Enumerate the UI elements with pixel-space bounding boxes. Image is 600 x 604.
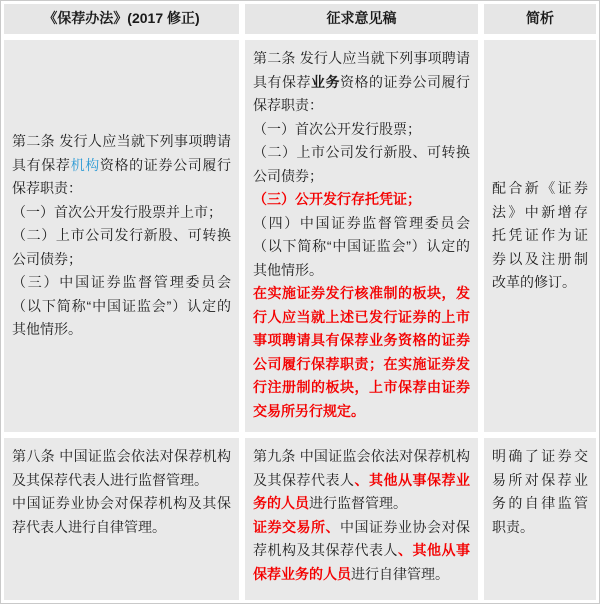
paragraph — [492, 177, 588, 295]
paragraph — [12, 224, 231, 271]
paragraph — [253, 118, 470, 142]
text-run: 明确了证券交易所对保荐业务的自律监管职责。 — [492, 448, 588, 535]
text-run: （一）首次公开发行股票； — [253, 120, 421, 137]
text-run: 进行监督管理。 — [309, 495, 407, 511]
cell-old-article-2 — [4, 40, 239, 432]
text-run: 中国证券业协会对保荐机构及其保荐代表人进行自律管理。 — [12, 495, 231, 535]
header-brief-analysis: 简析 — [484, 4, 596, 34]
highlight-blue-text: 机构 — [70, 156, 100, 173]
text-run: 第二条 发行人应当就下列事项聘请具有保荐 — [253, 50, 470, 90]
cell-draft-article-9 — [245, 438, 478, 600]
text-run: （二）上市公司发行新股、可转换公司债券； — [253, 144, 470, 184]
paragraph — [253, 445, 470, 516]
highlight-red-text: （三）公开发行存托凭证； — [253, 191, 421, 207]
paragraph — [253, 141, 470, 188]
text-run: 第九条 中国证监会依法对保荐机构及其保荐代表人 — [253, 448, 470, 488]
text-run: 资格的证券公司履行保荐职责： — [253, 73, 470, 113]
highlight-red-text: 证券交易所、 — [253, 518, 340, 535]
paragraph — [253, 516, 470, 587]
bold-text: 业务 — [311, 73, 340, 90]
highlight-red-text: 、其他从事保荐业务的人员 — [253, 471, 470, 511]
paragraph — [12, 130, 231, 201]
text-run: 资格的证券公司履行保荐职责： — [12, 156, 232, 197]
cell-old-article-8 — [4, 438, 239, 600]
cell-draft-article-2 — [245, 40, 478, 432]
text-run: （三）中国证券监督管理委员会（以下简称“中国证监会”）认定的其他情形。 — [12, 274, 231, 338]
header-old-regulation: 《保荐办法》(2017 修正) — [4, 4, 239, 34]
paragraph — [253, 212, 470, 283]
text-run: 配合新《证券法》中新增存托凭证作为证券以及注册制改革的修订。 — [492, 180, 588, 291]
paragraph — [12, 271, 231, 342]
text-run: （四）中国证券监督管理委员会（以下简称“中国证监会”）认定的其他情形。 — [253, 214, 470, 278]
paragraph — [12, 201, 231, 225]
paragraph — [253, 282, 470, 423]
paragraph — [492, 445, 588, 539]
paragraph — [253, 188, 470, 212]
text-run: 第二条 发行人应当就下列事项聘请具有保荐 — [12, 133, 231, 173]
highlight-red-text: 、其他从事保荐业务的人员 — [253, 542, 470, 582]
cell-analysis-article-2 — [484, 40, 596, 432]
paragraph — [12, 492, 231, 539]
text-run: （一）首次公开发行股票并上市； — [12, 203, 222, 220]
header-draft-for-comment: 征求意见稿 — [245, 4, 478, 34]
text-run: （二）上市公司发行新股、可转换公司债券； — [12, 227, 231, 267]
cell-analysis-article-9 — [484, 438, 596, 600]
text-run: 进行自律管理。 — [351, 565, 449, 582]
paragraph — [253, 47, 470, 118]
text-run: 第八条 中国证监会依法对保荐机构及其保荐代表人进行监督管理。 — [12, 448, 231, 488]
highlight-red-text: 在实施证券发行核准制的板块，发行人应当就上述已发行证券的上市事项聘请具有保荐业务资格的证券公司履行保荐职责；在实施证券发行注册制的板块，上市保荐由证券交易所另行规定。 — [253, 285, 470, 419]
paragraph — [12, 445, 231, 492]
text-run: 中国证券业协会对保荐机构及其保荐代表人 — [253, 518, 470, 558]
